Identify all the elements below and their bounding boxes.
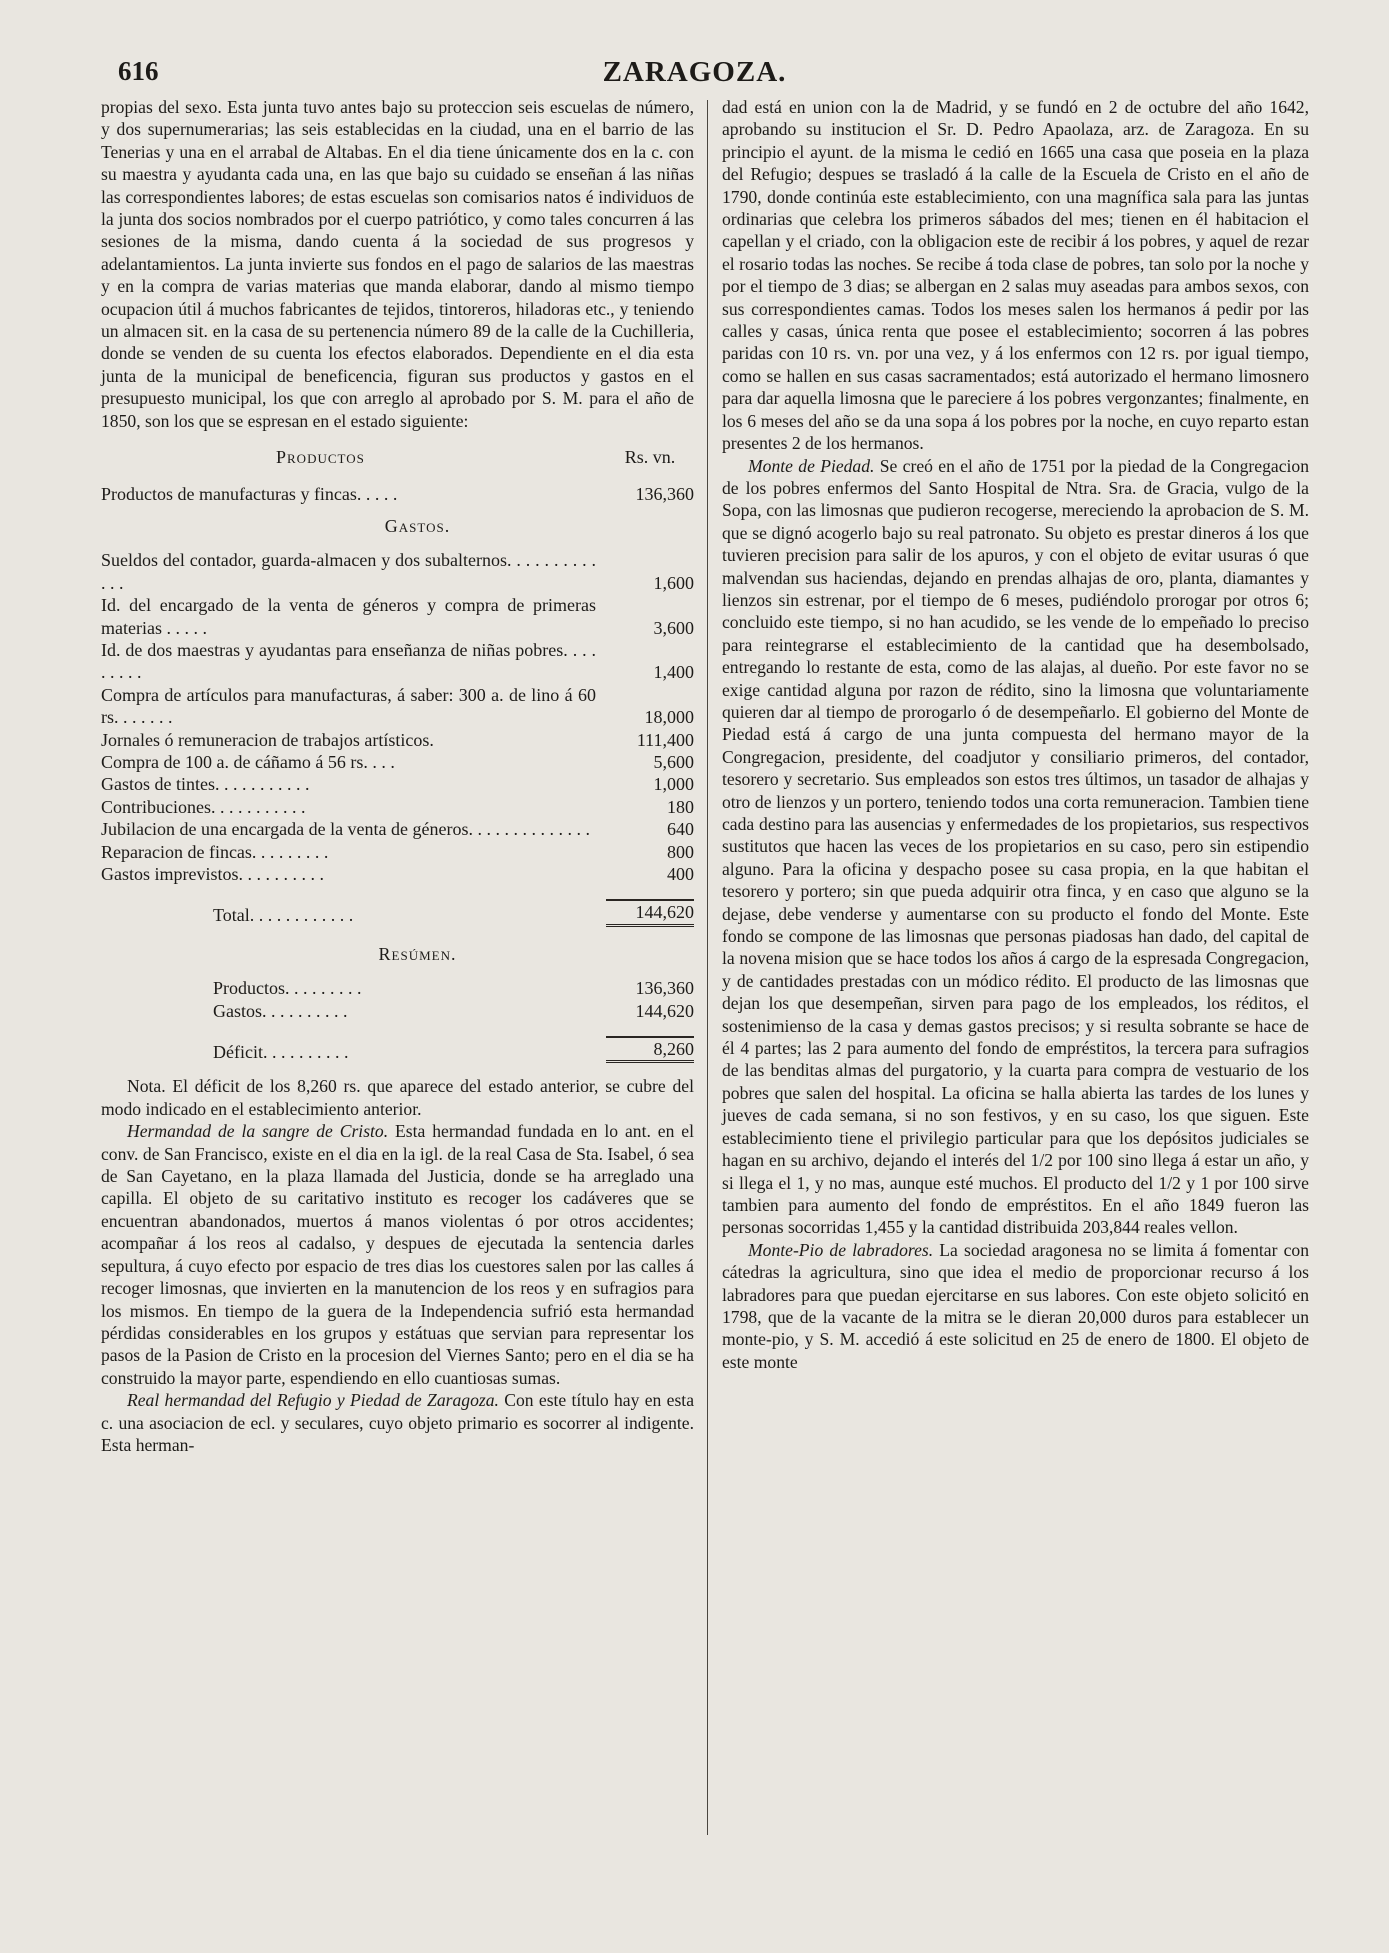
running-title: ZARAGOZA. — [602, 56, 787, 88]
monte-pio-paragraph — [722, 1239, 1309, 1373]
table-row — [101, 796, 694, 818]
row-value: 136,360 — [635, 978, 694, 999]
table-row — [101, 549, 694, 594]
total-value: 144,620 — [606, 899, 694, 926]
deficit-label: Déficit. . . . . . . . . . — [213, 1042, 349, 1063]
row-value: 5,600 — [653, 751, 694, 772]
row-value: 111,400 — [636, 729, 694, 750]
section-title: Hermandad de la sangre de Cristo. — [127, 1121, 389, 1142]
row-label: Id. del encargado de la venta de géneros y compra de primeras materias . . . . . — [101, 595, 596, 638]
row-value: 800 — [667, 841, 694, 862]
row-value: 136,360 — [635, 483, 694, 504]
row-label: Contribuciones. . . . . . . . . . . — [101, 796, 306, 817]
row-value: 1,600 — [653, 572, 694, 593]
row-value: 3,600 — [653, 617, 694, 638]
paragraph-junta: propias del sexo. Esta junta tuvo antes bajo su proteccion seis escuelas de número, y dos supernumerarias; las seis establecidas en la ciudad, una en el barrio de las Tenerias y una en el arrabal de Altabas. En el dia tiene únicamente dos en la c. con su maestra y ayudanta cada una, en las que bajo su cuidado se enseñan á las niñas las correspondientes labores; de estas escuelas son comisarios natos é individuos de la junta dos socios nombrados por el cuerpo patriótico, y como tales concurren á las sesiones de la misma, dando cuenta á la sociedad de sus progresos y adelantamientos. La junta invierte sus fondos en el pago de salarios de las maestras y en la compra de varias materias que manda elaborar, dando al mismo tiempo ocupacion útil á muchos fabricantes de tejidos, tintoreros, hiladoras etc., y teniendo un almacen sit. en la casa de su pertenencia número 89 de la calle de la Cuchilleria, donde se venden de su cuenta los efectos elaborados. Dependiente en el dia esta junta de la municipal de beneficencia, figuran sus productos y gastos en el presupuesto municipal, los que con arreglo al aprobado por S. M. para el año de 1850, son los que se espresan en el estado siguiente: — [101, 97, 694, 431]
row-label: Gastos imprevistos. . . . . . . . . . — [101, 864, 324, 884]
row-value: 18,000 — [644, 707, 694, 728]
productos-heading: Productos — [276, 447, 365, 468]
row-label: Productos de manufacturas y fincas. . . . . — [101, 483, 398, 504]
table-row — [101, 841, 694, 863]
row-value: 1,400 — [653, 662, 694, 683]
hermandad-refugio-paragraph — [101, 1389, 694, 1456]
budget-table — [101, 446, 694, 1063]
row-label: Gastos de tintes. . . . . . . . . . . — [101, 774, 310, 795]
section-title: Real hermandad del Refugio y Piedad de Zaragoza. — [127, 1390, 499, 1411]
monte-piedad-paragraph — [722, 455, 1309, 1239]
units-heading: Rs. vn. — [624, 447, 676, 468]
row-label: Sueldos del contador, guarda-almacen y dos subalternos. . . . . . . . . . . . . — [101, 550, 596, 593]
row-value: 1,000 — [653, 774, 694, 795]
section-text: La sociedad aragonesa no se limita á fomentar con cátedras la agricultura, sino que idea el medio de proporcionar recurso á los labradores para que puedan ejercitarse en sus labores. Con este objeto solicitó en 1798, que de la vacante de la mitra se le dieran 20,000 duros para establecer un monte-pio, y S. M. accedió á este solicitud en 25 de enero de 1800. El objeto de este monte — [722, 1239, 1309, 1372]
row-label: Reparacion de fincas. . . . . . . . . — [101, 841, 329, 862]
table-row — [101, 684, 694, 729]
row-label: Compra de 100 a. de cáñamo á 56 rs. . . . — [101, 751, 395, 772]
table-header-row — [101, 446, 694, 468]
row-label: Compra de artículos para manufacturas, á saber: 300 a. de lino á 60 rs. . . . . . . — [101, 684, 596, 728]
total-row — [101, 899, 694, 926]
row-value: 400 — [667, 864, 694, 884]
resumen-gastos-row — [101, 1000, 694, 1022]
row-value: 144,620 — [635, 1000, 694, 1021]
section-text: Esta hermandad fundada en lo ant. en el conv. de San Francisco, existe en el dia en la igl. de la real Casa de Sta. Isabel, ó sea de San Cayetano, en la plaza llamada del Justicia, donde se ha arreglado una capilla. El objeto de su caritativo instituto es recoger los cadáveres que se encuentran abandonados, muertos á manos violentas ó por otros accidentes; acompañar á los reos al cadalso, y despues de ejecutada la sentencia darles sepultura, á cuyo efecto por espacio de tres dias los cuestores salen por las calles á recoger limosnas, que invierten en la manutencion de los reos y en sufragios para los mismos. En tiempo de la guera de la Independencia sufrió esta hermandad pérdidas considerables en los grupos y estátuas que servian para representar los pasos de la Pasion de Cristo en la procesion del Viernes Santo; pero en el dia se ha construido la mayor parte, espendiendo en ello cuantiosas sumas. — [101, 1121, 694, 1388]
table-row — [101, 773, 694, 795]
paragraph-refugio-cont: dad está en union con la de Madrid, y se fundó en 2 de octubre del año 1642, aprobando su institucion el Sr. D. Pedro Apaolaza, arz. de Zaragoza. En su principio el ayunt. de la misma le cedió en 1665 una casa que poseia en la plaza del Refugio; despues se trasladó á la calle de la Escuela de Cristo en el año de 1790, donde continúa este establecimiento, con una magnífica sala para las juntas ordinarias que celebra los primeros sábados del mes; tienen en él habitacion el capellan y el criado, con la obligacion este de recibir á los pobres, y aquel de rezar el rosario todas las noches. Se recibe á toda clase de pobres, tan solo por la noche y por el tiempo de 3 dias; se albergan en 2 salas muy aseadas para ambos sexos, con sus correspondientes camas. Todos los meses salen los hermanos á pedir por las calles y casas, única renta que posee el establecimiento; socorren á las pobres paridas con 10 rs. vn. por una vez, y á los enfermos con 12 rs. por igual tiempo, como se hallen en sus casas sacramentados; está autorizado el hermano limosnero para dar aquella limosna que le pareciere á los pobres vergonzantes; finalmente, en los 6 meses del año se da una sopa á los pobres por la noche, en cuyo reparto estan presentes 2 de los hermanos. — [722, 97, 1309, 454]
hermandad-sangre-paragraph — [101, 1120, 694, 1389]
row-value: 640 — [667, 819, 694, 840]
row-label: Productos. . . . . . . . . — [213, 978, 362, 999]
row-label: Id. de dos maestras y ayudantas para enseñanza de niñas pobres. . . . . . . . . — [101, 639, 596, 683]
section-text: Con este título hay en esta c. una asociacion de ecl. y seculares, cuyo objeto primario es socorrer al indigente. Esta herman- — [101, 1390, 694, 1455]
gastos-heading: Gastos. — [384, 515, 451, 536]
deficit-value: 8,260 — [606, 1036, 694, 1063]
section-title: Monte-Pio de labradores. — [748, 1239, 934, 1260]
right-column — [722, 96, 1309, 1373]
row-label: Gastos. . . . . . . . . . — [213, 1000, 348, 1021]
section-text: Se creó en el año de 1751 por la piedad de la Congregacion de los pobres enfermos del Santo Hospital de Ntra. Sra. de Gracia, vulgo de la Sopa, con las limosnas que pudieron recogerse, mereciendo la aprobacion de S. M. que se dignó acogerlo bajo su real patronato. Su objeto es prestar dineros á los que tuvieren precision para salir de los apuros, y con el objeto de evitar usuras ó que malvendan sus haciendas, dejando en prendas alhajas de oro, planta, diamantes y lienzos sin estrenar, por el tiempo de 6 meses, pudiéndolo prorogar por otros 6; concluido este tiempo, si no han acudido, se les vende de lo empeñado lo preciso para reintegrarse el establecimiento de la cantidad que ha desembolsado, entregando lo restante de esta, como de las alajas, al dueño. Por este favor no se exige cantidad alguna por razon de rédito, sino la limosna que voluntariamente quieren dar al tiempo de prorogarlo ó de desempeñarlo. El gobierno del Monte de Piedad está á cargo de una junta compuesta del hermano mayor de la Congregacion, presidente, del coadjutor y consiliario primeros, del contador, tesorero y secretario. Sus empleados son estos tres últimos, un tasador de alhajas y otro de lienzos y un portero, teniendo todos una corta remuneracion. Tambien tiene cada destino para las ausencias y enfermedades de los propietarios, sus respectivos sustitutos que hacen las veces de los propietarios en su caso, pero sin estipendio alguno. Para la oficina y despacho posee su casa propia, en la que habitan el tesorero y portero; sin que pueda adquirir otra finca, y en caso que alguno se la dejase, debe venderse y aumentarse con su producto el fondo del Monte. Este fondo se compone de las limosnas que personas piadosas han dado, del capital de la novena mision que se hace todos los años á cargo de la espresada Congregacion, y de cantidades prestadas con un módico rédito. El producto de las limosnas que dejan los que desempeñan, sirven para pago de los empleados, los réditos, el sostenimienso de la casa y demas gastos precisos; y si resulta sobrante se hace de él 4 partes; las 2 para aumento del fondo de empréstitos, la tercera para sufragios de las benditas almas del purgatorio, y la cuarta para compra de vestuario de los pobres que salen del hospital. La oficina se halla abierta las tardes de los lunes y jueves de cada semana, si no son festivos, y en su caso, los que siguen. Este establecimiento tiene el privilegio particular para que los depósitos judiciales se hagan en su archivo, dejando el interés del 1/2 por 100 sino llega á estar un año, y si llega el 1, y no mas, aunque esté muchos. El producto del 1/2 y 1 por 100 sirve tambien para aumento del fondo de empréstitos. En el año 1849 fueron las personas socorridas 1,455 y la cantidad distribuida 203,844 reales vellon. — [722, 455, 1309, 1238]
total-label: Total. . . . . . . . . . . . — [213, 905, 354, 926]
productos-row — [101, 483, 694, 505]
table-row — [101, 639, 694, 684]
table-row — [101, 818, 694, 840]
column-divider — [707, 100, 708, 1835]
resumen-heading: Resúmen. — [378, 943, 457, 964]
table-row — [101, 863, 694, 885]
page-header — [0, 56, 1389, 92]
left-column — [101, 96, 694, 1456]
resumen-productos-row — [101, 977, 694, 999]
table-row — [101, 594, 694, 639]
row-label: Jornales ó remuneracion de trabajos artísticos. — [101, 729, 434, 750]
table-row — [101, 751, 694, 773]
row-label: Jubilacion de una encargada de la venta de géneros. . . . . . . . . . . . . . — [101, 819, 591, 840]
row-value: 180 — [667, 796, 694, 817]
table-row — [101, 729, 694, 751]
nota-paragraph: Nota. El déficit de los 8,260 rs. que aparece del estado anterior, se cubre del modo indicado en el establecimiento anterior. — [101, 1076, 694, 1119]
deficit-row — [101, 1036, 694, 1063]
section-title: Monte de Piedad. — [748, 455, 875, 476]
page-number: 616 — [118, 56, 159, 86]
